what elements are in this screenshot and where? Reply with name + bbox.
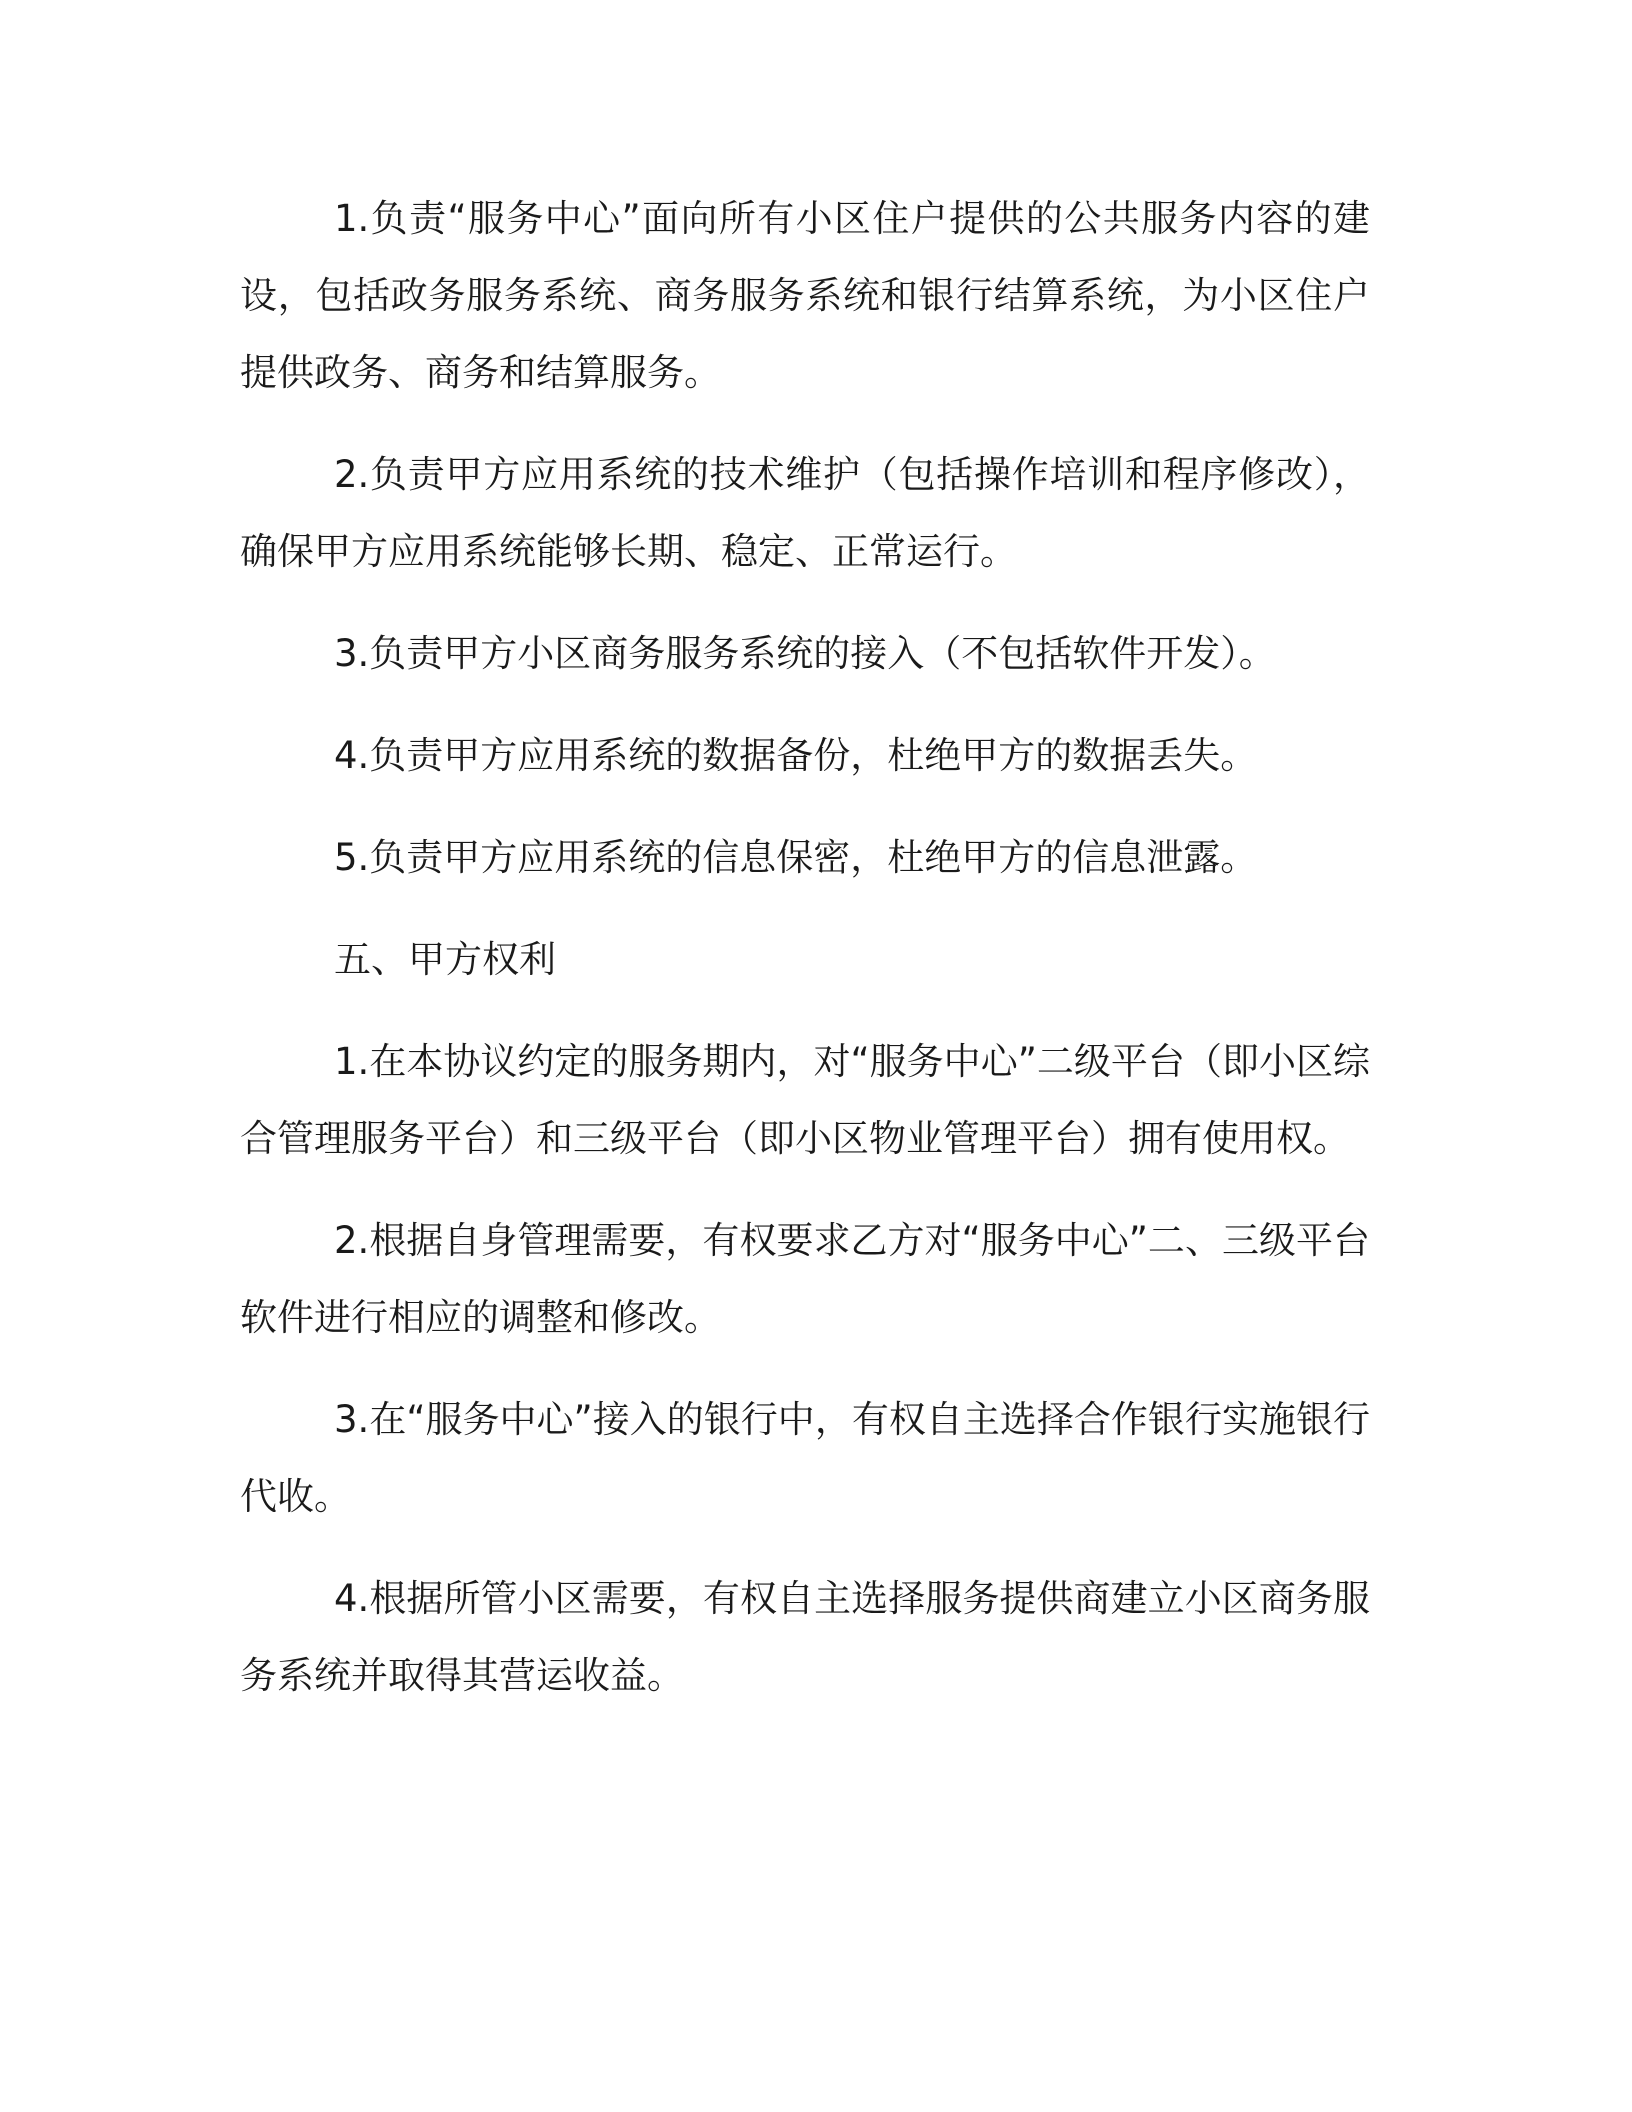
rights-paragraph-2: 2.根据自身管理需要，有权要求乙方对“服务中心”二、三级平台软件进行相应的调整和修改。 [240,1219,1370,1339]
section-heading: 五、甲方权利 [334,938,556,981]
duty-paragraph-2: 2.负责甲方应用系统的技术维护（包括操作培训和程序修改），确保甲方应用系统能够长期、稳定、正常运行。 [240,453,1370,573]
duty-paragraph-1: 1.负责“服务中心”面向所有小区住户提供的公共服务内容的建设，包括政务服务系统、商务服务系统和银行结算系统，为小区住户提供政务、商务和结算服务。 [240,197,1370,394]
duty-paragraph-5: 5.负责甲方应用系统的信息保密，杜绝甲方的信息泄露。 [334,836,1258,879]
rights-paragraph-1: 1.在本协议约定的服务期内，对“服务中心”二级平台（即小区综合管理服务平台）和三级平台（即小区物业管理平台）拥有使用权。 [240,1040,1370,1160]
rights-paragraph-4: 4.根据所管小区需要，有权自主选择服务提供商建立小区商务服务系统并取得其营运收益。 [240,1577,1370,1697]
rights-paragraph-3: 3.在“服务中心”接入的银行中，有权自主选择合作银行实施银行代收。 [240,1398,1370,1518]
duty-paragraph-3: 3.负责甲方小区商务服务系统的接入（不包括软件开发）。 [334,632,1276,675]
document-body [240,180,1370,1739]
duty-paragraph-4: 4.负责甲方应用系统的数据备份，杜绝甲方的数据丢失。 [334,734,1258,777]
